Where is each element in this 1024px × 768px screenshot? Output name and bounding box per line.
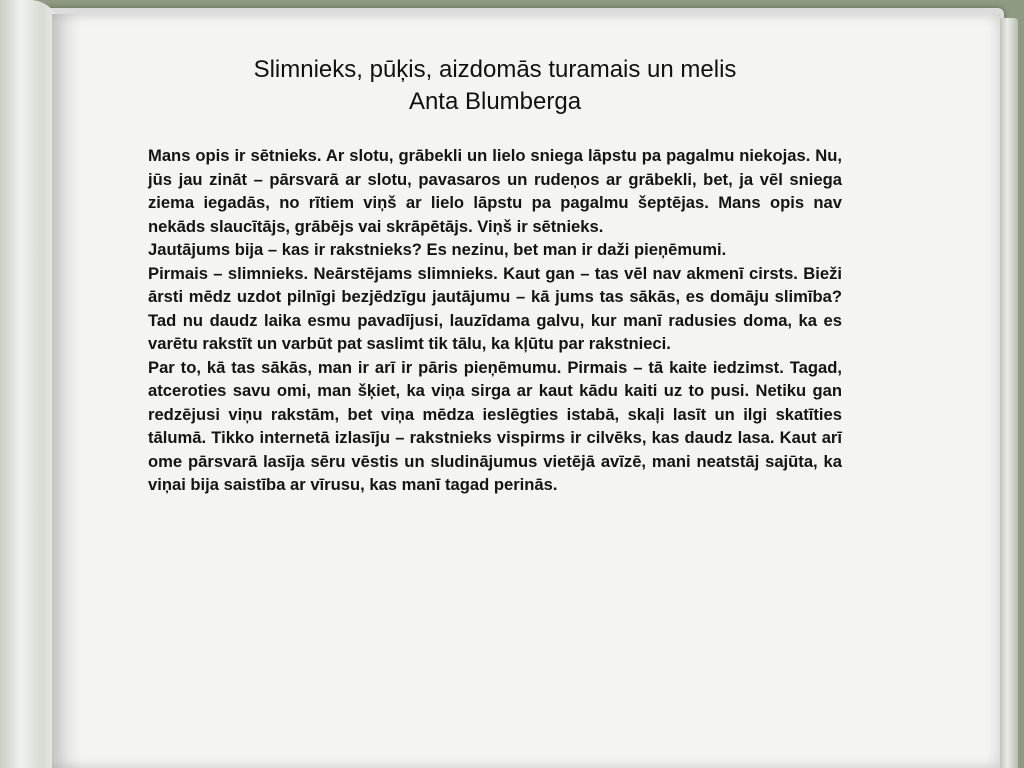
title-block	[148, 54, 842, 118]
paragraph: Jautājums bija – kas ir rakstnieks? Es nezinu, bet man ir daži pieņēmumi.	[148, 240, 727, 259]
book-page-edges	[1000, 18, 1018, 768]
document-title: Slimnieks, pūķis, aizdomās turamais un melis	[253, 56, 737, 83]
document-author: Anta Blumberga	[408, 88, 582, 115]
page-spine-shadow	[52, 14, 82, 768]
document-content	[148, 54, 842, 497]
paragraph: Par to, kā tas sākās, man ir arī ir pāris pieņēmumu. Pirmais – tā kaite iedzimst. Tagad, atceroties savu omi, man šķiet, ka viņa sirga ar kaut kādu kaiti uz to pusi. Netiku gan redzējusi viņu rakstām, bet viņa mēdza ieslēgties istabā, skaļi lasīt un ilgi skatīties tālumā. Tikko internetā izlasīju – rakstnieks vispirms ir cilvēks, kas daudz lasa. Kaut arī ome pārsvarā lasīja sēru vēstis un sludinājumus vietējā avīzē, mani neatstāj sajūta, ka viņai bija saistība ar vīrusu, kas manī tagad perinās.	[148, 357, 842, 494]
paragraph: Pirmais – slimnieks. Neārstējams slimnieks. Kaut gan – tas vēl nav akmenī cirsts. Bieži ārsti mēdz uzdot pilnīgi bezjēdzīgu jautājumu – kā jums tas sākās, es domāju slimība? Tad nu daudz laika esmu pavadījusi, lauzīdama galvu, kur manī radusies doma, ka es varētu rakstīt un varbūt pat saslimt tik tālu, ka kļūtu par rakstnieci.	[148, 263, 842, 353]
book-page-curl-left	[0, 0, 60, 768]
paragraph: Mans opis ir sētnieks. Ar slotu, grābekli un lielo sniega lāpstu pa pagalmu niekojas. Nu, jūs jau zināt – pārsvarā ar slotu, pavasaros un rudeņos ar grābekli, bet, ja vēl sniega ziema iegadās, no rītiem viņš ar lielo lāpstu pa pagalmu šeptējas. Mans opis nav nekāds slaucītājs, grābējs vai skrāpētājs. Viņš ir sētnieks.	[148, 146, 842, 236]
